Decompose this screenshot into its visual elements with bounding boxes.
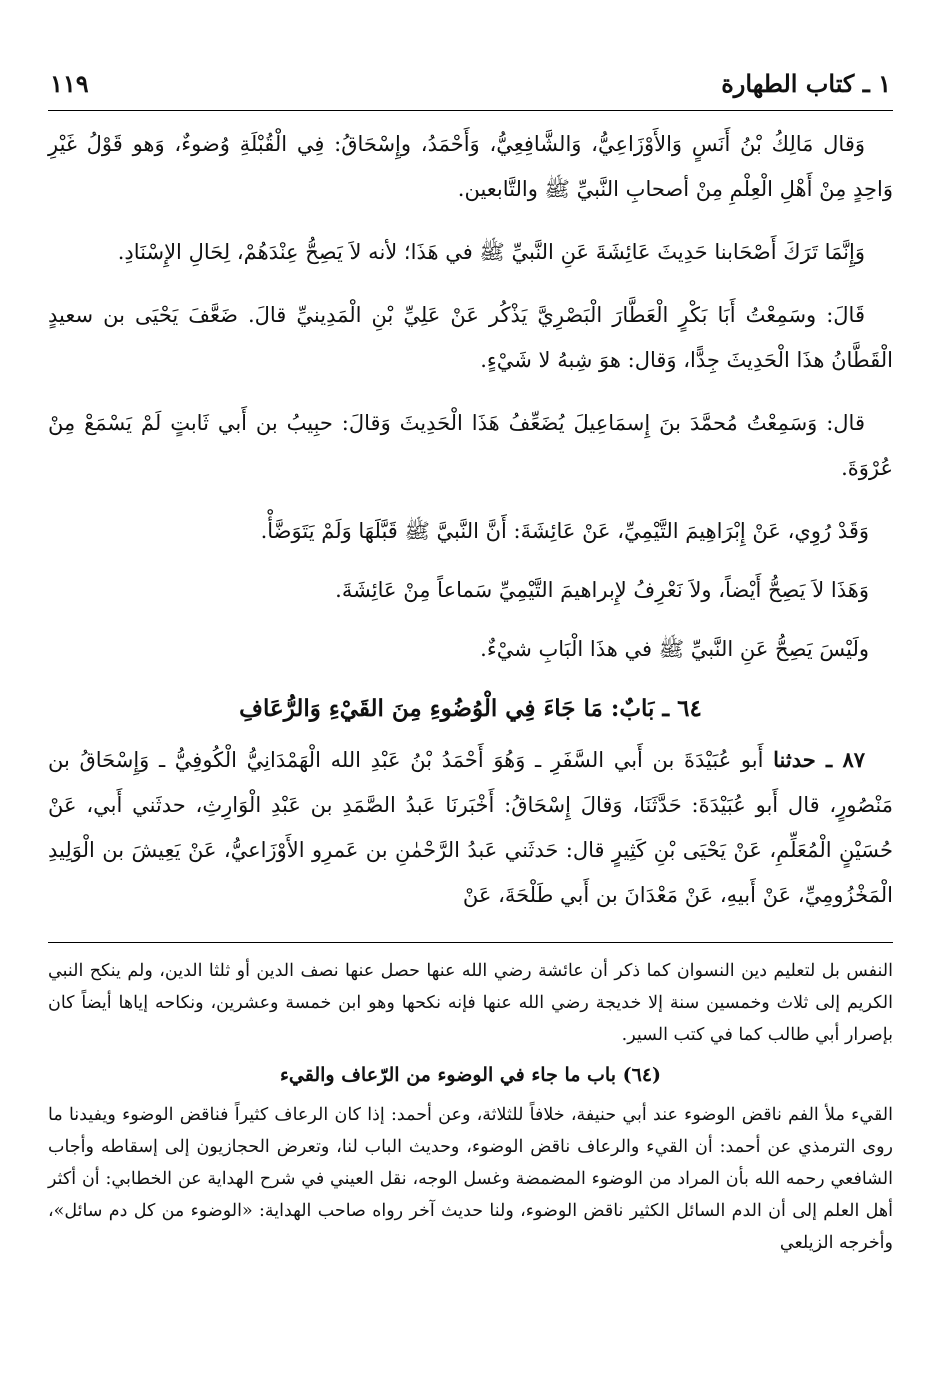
paragraph: ولَيْسَ يَصِحُّ عَنِ النَّبيِّ ﷺ في هذَا الْبَابِ شيْءٌ. (480, 637, 869, 661)
paragraph: وَإِنَّمَا تَرَكَ أَصْحَابنا حَدِيثَ عَائِشَةَ عَنِ النَّبيِّ ﷺ في هَذَا؛ لأنه لاَ يَصِحُّ عِنْدَهُمْ، لِحَالِ الإِسْنَادِ. (117, 240, 865, 264)
chapter-title: ١ ـ كتاب الطهارة (721, 68, 891, 98)
main-text (48, 122, 893, 918)
chapter-heading: ٦٤ ـ بَابٌ: مَا جَاءَ فِي الْوُضُوءِ مِنَ القَيْءِ وَالرُّعَافِ (239, 695, 702, 722)
commentary (48, 955, 893, 1267)
hadith-number: ٨٧ ـ حدثنا (773, 747, 866, 772)
paragraph: قال: وَسَمِعْتُ مُحمَّدَ بنَ إِسمَاعِيلَ يُضَعِّفُ هَذَا الْحَدِيثَ وَقالَ: حبِيبُ بن أَبي ثَابتٍ لَمْ يَسْمَعْ مِنْ عُرْوَةَ. (48, 411, 893, 480)
commentary-paragraph: القيء ملأ الفم ناقض الوضوء عند أبي حنيفة، خلافاً للثلاثة، وعن أحمد: إذا كان الرعاف كثيراً فناقض الوضوء ويفيدنا ما روى الترمذي عن أحمد: أن القيء والرعاف ناقض الوضوء، وحديث الباب لنا، وتعرض الحجازيون إلى إسقاطه وأجاب الشافعي رحمه الله بأن المراد من الوضوء المضمضة وغسل الوجه، نقل العيني في شرح الهداية عن الخطابي: أن أكثر أهل العلم إلى أن الدم السائل الكثير ناقض الوضوء، ولنا حديث آخر رواه صاحب الهداية: «الوضوء من كل دم سائل»، وأخرجه الزيلعي (48, 1105, 893, 1253)
paragraph: وَهَذَا لاَ يَصِحُّ أَيْضاً، ولاَ نَعْرِفُ لإِبراهيمَ التَّيْمِيِّ سَماعاً مِنْ عَائِشَةَ. (335, 578, 869, 602)
hadith-paragraph (48, 737, 893, 918)
paragraph: قَالَ: وسَمِعْتُ أَبَا بَكْرٍ الْعَطَّارَ الْبَصْرِيَّ يَذْكُر عَنْ عَلِيِّ بْنِ الْمَدِينيِّ قالَ. ضَعَّفَ يَحْيَى بن سعيدٍ الْقَطَّانُ هذَا الْحَدِيثَ جِدًّا، وَقال: هوَ شِبهُ لا شَيْءٍ. (48, 303, 893, 372)
page-number: ١١٩ (50, 68, 89, 98)
paragraph: وَقَدْ رُوِي، عَنْ إِبْرَاهِيمَ التَّيْمِيِّ، عَنْ عَائِشَةَ: أَنَّ النَّبيَّ ﷺ قَبَّلَهَا وَلَمْ يَتَوَضَّأْ. (260, 519, 869, 543)
footnote-divider (48, 942, 893, 943)
page-header (50, 58, 891, 108)
header-divider (48, 110, 893, 111)
paragraph: وَقال مَالِكُ بْنُ أَنَسٍ وَالأَوْزَاعِيُّ، وَالشَّافِعِيُّ، وَأَحْمَدُ، وإِسْحَاقُ: فِي الْقُبْلَةِ وُضوءٌ، وَهو قَوْلُ غَيْرِ وَاحِدٍ مِنْ أَهْلِ الْعِلْمِ مِنْ أصحابِ النَّبيِّ ﷺ والتَّابعين. (48, 132, 893, 201)
commentary-paragraph: النفس بل لتعليم دين النسوان كما ذكر أن عائشة رضي الله عنها حصل عنها نصف الدين أو ثلثا الدين، ولم ينكح النبي الكريم إلى ثلاث وخمسين سنة إلا خديجة رضي الله عنها فإنه نكحها وهو ابن خمسة وعشرين، ونكاحه إياها أيضاً كان بإصرار أبي طالب كما في كتب السير. (48, 961, 893, 1045)
commentary-heading: (٦٤) باب ما جاء في الوضوء من الرّعاف والقيء (279, 1064, 662, 1086)
hadith-text: أَبو عُبَيْدَةَ بن أَبي السَّفَرِ ـ وَهُوَ أَحْمَدُ بْنُ عَبْدِ الله الْهَمْدَانِيُّ الْكُوفِيُّ ـ وَإِسْحَاقُ بن مَنْصُورٍ، قال أَبو عُبَيْدَةَ: حَدَّثَنَا، وَقالَ إِسْحَاقُ: أَخْبَرنَا عَبدُ الصَّمَدِ بن عَبْدِ الْوَارِثِ، حدثَني أَبي، عَنْ حُسَيْنٍ الْمُعَلِّمِ، عَنْ يَحْيَى بْنِ كَثِيرٍ قال: حَدثَني عَبدُ الرَّحْمٰنِ بن عَمرِو الأَوْزَاعيُّ، عَنْ يَعِيشَ بن الْوَلِيدِ الْمَخْزُومِيِّ، عَنْ أَبيهِ، عَنْ مَعْدَانَ بن أَبي طَلْحَةَ، عَنْ (48, 748, 893, 907)
